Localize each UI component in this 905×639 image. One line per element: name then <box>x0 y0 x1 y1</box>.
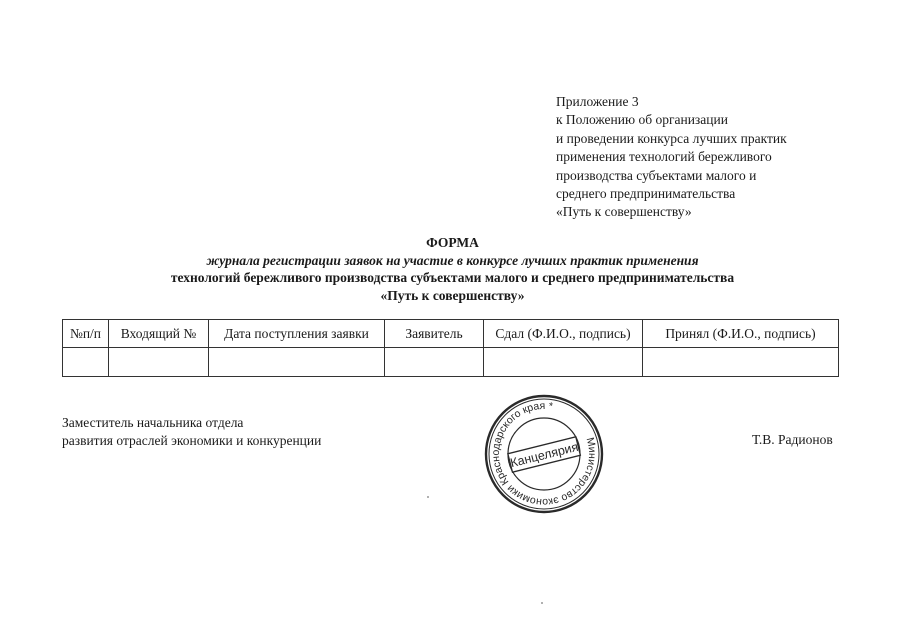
signatory-position <box>62 414 321 449</box>
appendix-line: «Путь к совершенству» <box>556 204 692 220</box>
table-cell <box>209 348 385 377</box>
form-subtitle-line: «Путь к совершенству» <box>380 287 525 303</box>
scan-speck <box>427 496 429 498</box>
signatory-name: Т.В. Радионов <box>752 432 833 447</box>
signatory-position-line: развития отраслей экономики и конкуренции <box>62 432 322 448</box>
appendix-line: применения технологий бережливого <box>556 149 772 165</box>
column-header-incoming-number: Входящий № <box>109 320 209 348</box>
appendix-line: производства субъектами малого и <box>556 167 757 183</box>
table-cell <box>109 348 209 377</box>
form-subtitle-line: журнала регистрации заявок на участие в конкурсе лучших практик применения <box>206 252 699 268</box>
table-row <box>63 348 839 377</box>
form-subtitle-line: технологий бережливого производства субъектами малого и среднего предпринимательства <box>170 270 735 286</box>
column-header-submitted-by: Сдал (Ф.И.О., подпись) <box>484 320 643 348</box>
appendix-block <box>556 93 787 222</box>
form-title <box>0 234 905 304</box>
appendix-line: к Положению об организации <box>556 112 728 128</box>
scan-speck <box>541 602 543 604</box>
signatory-position-line: Заместитель начальника отдела <box>62 415 244 430</box>
appendix-line: среднего предпринимательства <box>556 186 736 202</box>
table-header-row <box>63 320 839 348</box>
table-cell <box>484 348 643 377</box>
column-header-date-received: Дата поступления заявки <box>209 320 385 348</box>
table-cell <box>385 348 484 377</box>
column-header-applicant: Заявитель <box>385 320 484 348</box>
column-header-number: №п/п <box>63 320 109 348</box>
stamp-center-text: Канцелярия <box>508 439 580 471</box>
stamp-ring-text: Министерство экономики Краснодарского края * <box>489 399 599 509</box>
appendix-line: и проведении конкурса лучших практик <box>556 130 787 146</box>
table-cell <box>643 348 839 377</box>
form-heading: ФОРМА <box>426 235 479 250</box>
table-cell <box>63 348 109 377</box>
registration-journal-table <box>62 319 839 377</box>
office-stamp <box>482 392 606 516</box>
appendix-line: Приложение 3 <box>556 94 639 109</box>
column-header-received-by: Принял (Ф.И.О., подпись) <box>643 320 839 348</box>
